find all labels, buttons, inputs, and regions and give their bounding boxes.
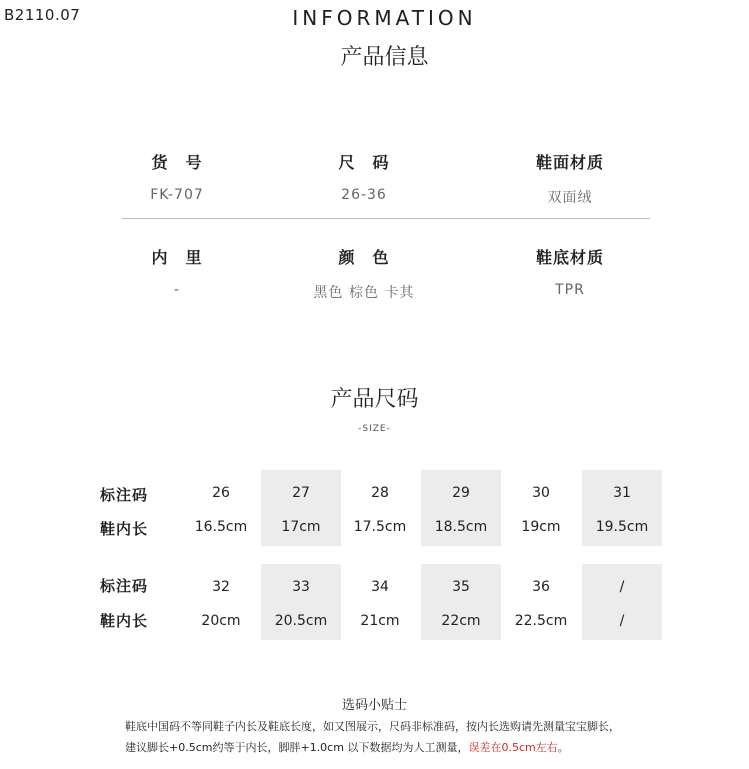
size-cell: 33	[292, 579, 310, 595]
size-cell: 27	[292, 485, 310, 501]
attr-label: 内 里	[151, 248, 203, 267]
attr-value: FK-707	[150, 187, 204, 203]
length-cell: 19.5cm	[595, 519, 649, 535]
size-cell: 32	[212, 579, 230, 595]
length-cell: 22.5cm	[514, 613, 568, 629]
tips-line-1: 鞋底中国码不等同鞋子内长及鞋底长度，如又图展示，尺码非标准码，按内长选购请先测量宝宝脚长，	[125, 720, 620, 733]
attr-value: TPR	[555, 282, 585, 298]
size-row-label: 标注码	[100, 577, 149, 595]
size-title-en: -SIZE-	[358, 424, 391, 434]
length-cell: 16.5cm	[194, 519, 248, 535]
size-row-label: 标注码	[100, 486, 149, 504]
attr-value: 黑色 棕色 卡其	[313, 285, 415, 301]
attr-size	[264, 150, 464, 203]
length-cell: /	[619, 613, 625, 629]
attr-label: 尺 码	[338, 153, 390, 172]
tips-title: 选码小贴士	[341, 698, 407, 713]
size-cell: /	[619, 579, 625, 595]
length-cell: 20cm	[201, 613, 241, 629]
attr-value: 26-36	[341, 187, 387, 203]
size-cell: 34	[371, 579, 389, 595]
tips-error-note: 误差在0.5cm左右	[468, 741, 558, 754]
tips-line-2-text: 建议脚长+0.5cm约等于内长，脚胖+1.0cm 以下数据均为人工测量，	[125, 741, 469, 754]
attr-color	[264, 245, 464, 302]
size-cell: 30	[532, 485, 550, 501]
divider	[122, 218, 650, 219]
length-cell: 19cm	[521, 519, 561, 535]
length-row-label: 鞋内长	[100, 520, 149, 538]
length-cell: 21cm	[360, 613, 400, 629]
tips-line-2-end: 。	[557, 741, 569, 754]
size-cell: 29	[452, 485, 470, 501]
size-cell: 26	[212, 485, 230, 501]
attr-label: 鞋面材质	[535, 153, 604, 172]
attr-value: -	[173, 282, 181, 298]
attr-label: 货 号	[151, 153, 203, 172]
size-cell: 31	[613, 485, 631, 501]
attr-item-number	[77, 150, 277, 203]
length-cell: 17.5cm	[353, 519, 407, 535]
length-cell: 22cm	[441, 613, 481, 629]
product-code: B2110.07	[4, 6, 81, 24]
attr-label: 颜 色	[338, 248, 390, 267]
length-row-label: 鞋内长	[100, 612, 149, 630]
size-title-cn: 产品尺码	[330, 387, 419, 412]
info-title-cn: 产品信息	[340, 45, 429, 70]
attr-upper-material	[470, 150, 670, 207]
attr-value: 双面绒	[547, 190, 593, 206]
size-cell: 36	[532, 579, 550, 595]
length-cell: 17cm	[281, 519, 321, 535]
length-cell: 20.5cm	[274, 613, 328, 629]
info-title-en: INFORMATION	[292, 6, 477, 30]
size-cell: 28	[371, 485, 389, 501]
tips-line-2	[125, 739, 745, 755]
size-cell: 35	[452, 579, 470, 595]
length-cell: 18.5cm	[434, 519, 488, 535]
attr-lining	[77, 245, 277, 298]
attr-sole-material	[470, 245, 670, 298]
attr-label: 鞋底材质	[535, 248, 604, 267]
